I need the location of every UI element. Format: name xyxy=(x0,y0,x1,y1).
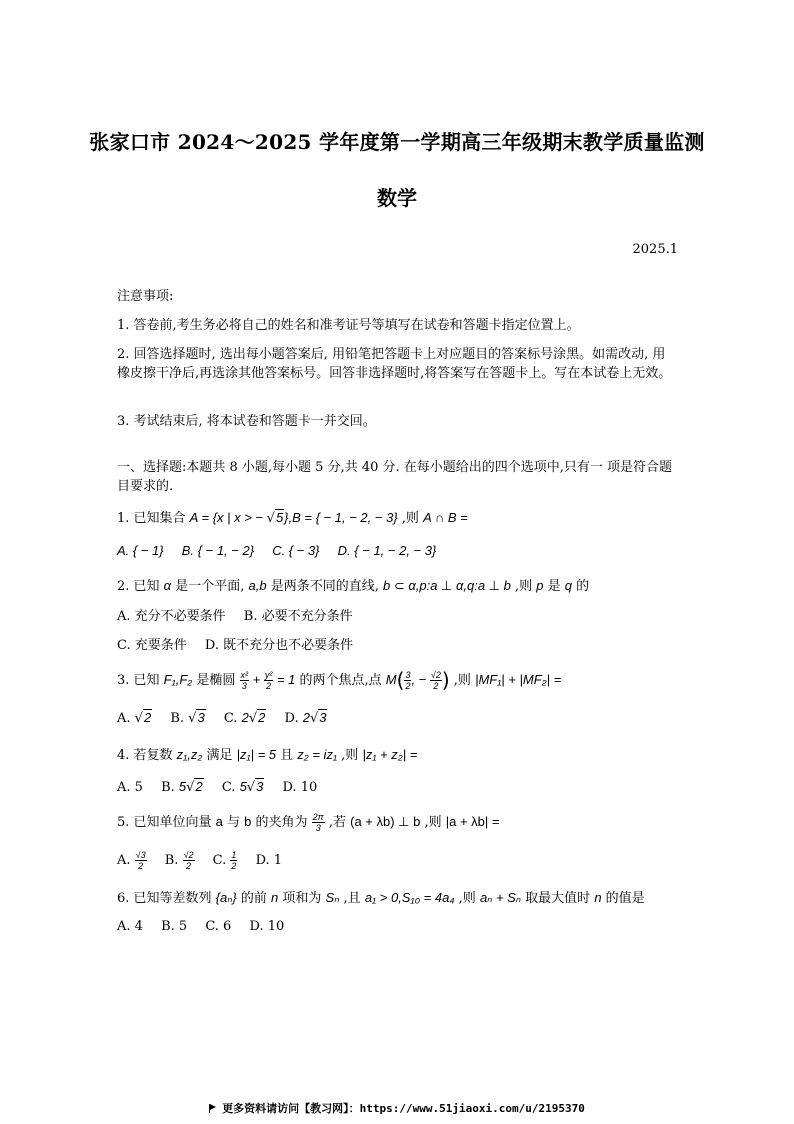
option-c: C. { − 3} xyxy=(272,543,320,558)
option-c: C. 6 xyxy=(205,919,232,934)
fraction-x2-3: $\frac{\text{x²}}{3}$ xyxy=(240,670,248,691)
question-5-options xyxy=(117,850,677,871)
question-2-options-row-1 xyxy=(117,607,677,626)
footer-link[interactable]: 更多资料请访问【教习网】：https://www.51jiaoxi.com/u/2195370 xyxy=(0,1100,794,1116)
option-d: D. 10 xyxy=(249,919,285,934)
option-c: C. 充要条件 xyxy=(117,638,187,653)
fraction-angle: $\frac{2\pi}{3}$ xyxy=(312,812,324,833)
option-b: B. { − 1, − 2} xyxy=(181,543,255,558)
option-a: A. { − 1} xyxy=(117,543,164,558)
option-a: A. 4 xyxy=(117,919,143,934)
option-a: A. 5 xyxy=(117,780,143,795)
right-paren: ) xyxy=(441,668,450,692)
question-2-options-row-2 xyxy=(117,636,677,655)
option-a: A. √2 xyxy=(117,710,152,726)
subject-title: 数学 xyxy=(377,186,417,210)
question-3: 3. 已知 F₁,F₂ 是椭圆 $\frac{\text{x²}}{3}$ + $\frac{\text{y²}}{2}$ = 1 的两个焦点,点 M( $\frac{3}{2}$ , − $\frac{√2}{2}$ ) ,则 |MF₁| + |MF₂| = xyxy=(117,668,562,692)
section-heading: 一、选择题:本题共 8 小题,每小题 5 分,共 40 分. 在每小题给出的四个选项中,只有一 项是符合题目要求的. xyxy=(117,460,673,494)
flag-icon xyxy=(209,1104,218,1113)
notice-item-2: 2. 回答选择题时, 选出每小题答案后, 用铅笔把答题卡上对应题目的答案标号涂黑。如需改动, 用橡皮擦干净后,再选涂其他答案标号。回答非选择题时,将答案写在答题卡上。写在本试卷上无效。 xyxy=(117,347,672,381)
question-1: 1. 已知集合 A = {x | x > − √5},B = { − 1, − 2, − 3} ,则 A ∩ B = xyxy=(117,510,468,526)
option-a: A. 充分不必要条件 xyxy=(117,609,226,624)
notice-item-3: 3. 考试结束后, 将本试卷和答题卡一并交回。 xyxy=(117,414,376,429)
notice-item-1: 1. 答卷前,考生务必将自己的姓名和准考证号等填写在试卷和答题卡指定位置上。 xyxy=(117,318,580,333)
question-4: 4. 若复数 z₁,z₂ 满足 |z₁| = 5 且 z₂ = iz₁ ,则 |z₁ + z₂| = xyxy=(117,747,418,763)
option-b: B. √3 xyxy=(170,710,205,726)
page-title: 张家口市 2024～2025 学年度第一学期高三年级期末教学质量监测 xyxy=(89,130,705,154)
question-5: 5. 已知单位向量 a 与 b 的夹角为 $\frac{2\pi}{3}$ ,若 (a + λb) ⊥ b ,则 |a + λb| = xyxy=(117,812,500,833)
notice-heading: 注意事项: xyxy=(117,289,174,304)
left-paren: ( xyxy=(396,668,405,692)
question-1-options xyxy=(117,541,677,561)
question-6-options xyxy=(117,917,677,936)
option-c: C. 2√2 xyxy=(223,710,266,726)
option-b: B. 5√2 xyxy=(161,779,203,795)
option-c: C. 5√3 xyxy=(221,779,264,795)
option-c: C. $\frac{1}{2}$ xyxy=(212,850,237,871)
question-6: 6. 已知等差数列 {aₙ} 的前 n 项和为 Sₙ ,且 a₁ > 0,S₁₀ = 4a₄ ,则 aₙ + Sₙ 取最大值时 n 的值是 xyxy=(117,890,645,906)
fraction-y2-2: $\frac{\text{y²}}{2}$ xyxy=(264,670,273,691)
sqrt-sign: √ xyxy=(266,511,275,526)
option-b: B. 必要不充分条件 xyxy=(243,609,353,624)
question-4-options xyxy=(117,777,677,797)
option-d: D. { − 1, − 2, − 3} xyxy=(337,543,437,558)
option-d: D. 既不充分也不必要条件 xyxy=(204,638,354,653)
question-2: 2. 已知 α 是一个平面, a,b 是两条不同的直线, b ⊂ α,p:a ⊥ α,q:a ⊥ b ,则 p 是 q 的 xyxy=(117,578,590,594)
option-d: D. 2√3 xyxy=(284,710,327,726)
option-b: B. 5 xyxy=(161,919,188,934)
option-d: D. 1 xyxy=(255,853,283,868)
exam-date: 2025.1 xyxy=(632,242,678,257)
option-b: B. $\frac{√2}{2}$ xyxy=(164,850,194,871)
option-a: A. $\frac{√3}{2}$ xyxy=(117,850,146,871)
option-d: D. 10 xyxy=(282,780,318,795)
question-3-options xyxy=(117,708,677,728)
